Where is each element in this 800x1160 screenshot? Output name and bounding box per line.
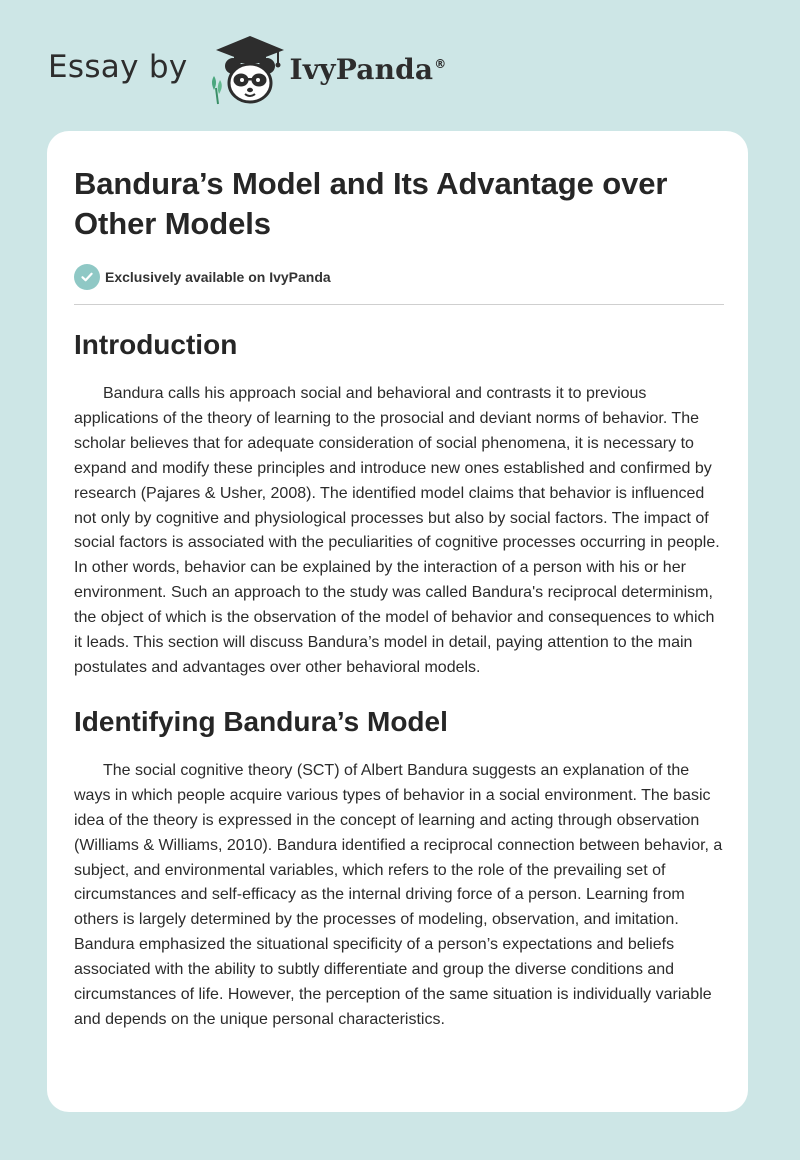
registered-mark: ® <box>434 57 447 72</box>
brand-prefix: Essay by <box>48 49 188 85</box>
divider <box>74 304 724 305</box>
exclusive-badge <box>74 264 724 290</box>
essay-title: Bandura’s Model and Its Advantage over Other Models <box>74 166 668 241</box>
brand-name[interactable]: IvyPanda® <box>289 52 447 86</box>
check-circle-icon <box>74 264 100 290</box>
essay-content <box>74 164 724 1033</box>
panda-graduation-cap-logo[interactable] <box>206 30 288 110</box>
essay-card <box>47 131 748 1112</box>
section-heading-identifying-model: Identifying Bandura’s Model <box>74 705 448 737</box>
site-header <box>48 30 446 110</box>
section-paragraph-introduction: Bandura calls his approach social and behavioral and contrasts it to previous applications of the theory of learning to the prosocial and deviant norms of behavior. The scholar believes that for adequate consideration of social phenomena, it is necessary to expand and modify these principles and introduce new ones established and confirmed by research (Pajares & Usher, 2008). The identified model claims that behavior is influenced not only by cognitive and physiological processes but also by social factors. The impact of social factors is associated with the peculiarities of cognitive processes occurring in people. In other words, behavior can be explained by the interaction of a person with his or her environment. Such an approach to the study was called Bandura's reciprocal determinism, the object of which is the observation of the model of behavior and consequences to which it leads. This section will discuss Bandura’s model in detail, paying attention to the main postulates and advantages over other behavioral models. <box>74 385 720 676</box>
section-paragraph-identifying-model: The social cognitive theory (SCT) of Albert Bandura suggests an explanation of the ways in which people acquire various types of behavior in a social environment. The basic idea of the theory is expressed in the concept of learning and acting through observation (Williams & Williams, 2010). Bandura identified a reciprocal connection between behavior, a subject, and environmental variables, which refers to the role of the prevailing set of circumstances and self-efficacy as the internal driving force of a person. Learning from others is largely determined by the processes of modeling, observation, and imitation. Bandura emphasized the situational specificity of a person’s expectations and beliefs associated with the ability to subtly differentiate and group the diverse conditions and circumstances of life. However, the perception of the same situation is individually variable and depends on the unique personal characteristics. <box>74 761 723 1028</box>
exclusive-label: Exclusively available on IvyPanda <box>105 269 331 285</box>
section-heading-introduction: Introduction <box>74 329 238 360</box>
